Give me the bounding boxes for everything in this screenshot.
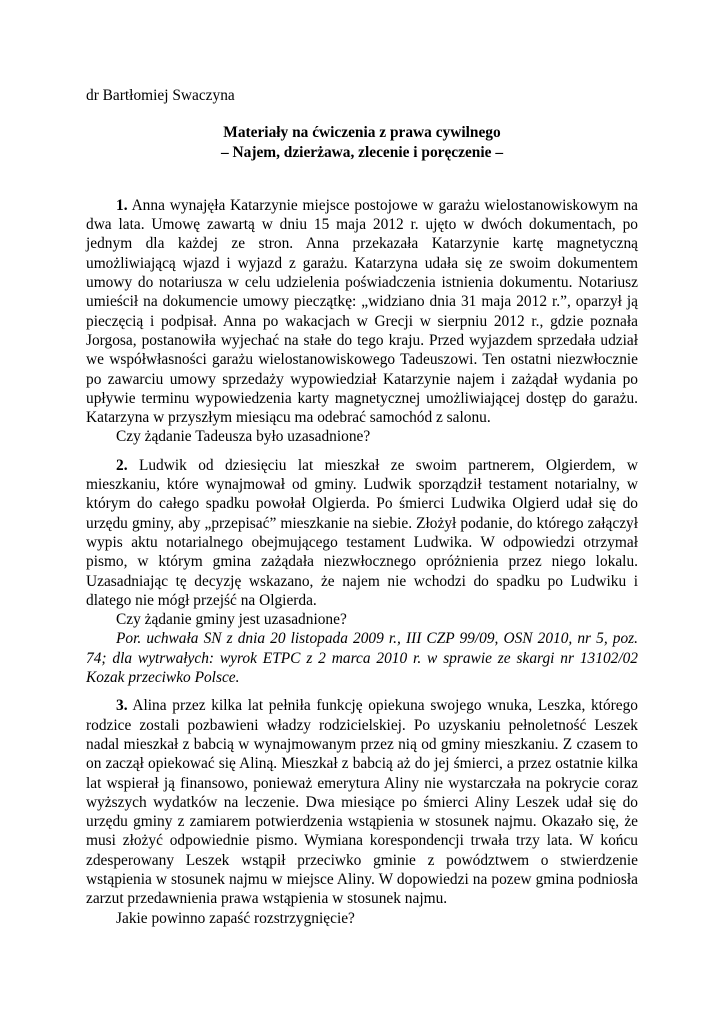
task-2-reference: Por. uchwała SN z dnia 20 listopada 2009 r., III CZP 99/09, OSN 2010, nr 5, poz. 74; dla wytrwałych: wyrok ETPC z 2 marca 2010 r. w sprawie ze skargi nr 13102/02 Kozak przeciwko Polsce. <box>86 630 638 687</box>
task-3-text: Alina przez kilka lat pełniła funkcję opiekuna swojego wnuka, Leszka, którego rodzice zostali pozbawieni władzy rodzicielskiej. Po uzyskaniu pełnoletność Leszek nadal mieszkał z babcią w wynajmowanym przez nią od gminy mieszkaniu. Z czasem to on zaczął opiekować się Aliną. Mieszkał z babcią aż do jej śmierci, a przez ostatnie kilka lat wspierał ją finansowo, ponieważ emerytura Aliny nie wystarczała na pokrycie coraz wyższych wydatków na leczenie. Dwa miesiące po śmierci Aliny Leszek udał się do urzędu gminy z zamiarem potwierdzenia wstąpienia w stosunek najmu. Okazało się, że musi złożyć odpowiednie pismo. Wymiana korespondencji trwała trzy lata. W końcu zdesperowany Leszek wstąpił przeciwko gminie z powództwem o stwierdzenie wstąpienia w stosunek najmu w miejsce Aliny. W dopowiedzi na pozew gmina podniosła zarzut przedawnienia prawa wstąpienia w stosunek najmu. <box>86 697 639 908</box>
task-2-question: Czy żądanie gminy jest uzasadnione? <box>116 611 347 629</box>
task-2-number: 2. <box>116 456 128 474</box>
title-line-1: Materiały na ćwiczenia z prawa cywilnego <box>223 124 501 142</box>
task-3-question: Jakie powinno zapaść rozstrzygnięcie? <box>116 909 355 927</box>
task-1-question: Czy żądanie Tadeusza było uzasadnione? <box>116 428 371 446</box>
document-title <box>86 123 638 162</box>
task-1-body <box>86 196 638 428</box>
title-line-2: – Najem, dzierżawa, zlecenie i poręczenie – <box>220 143 504 161</box>
document-page <box>86 86 638 937</box>
task-3-number: 3. <box>116 697 128 715</box>
task-3-body <box>86 696 638 908</box>
author-name: dr Bartłomiej Swaczyna <box>86 87 235 104</box>
task-1 <box>86 196 638 447</box>
task-1-text: Anna wynajęła Katarzynie miejsce postojowe w garażu wielostanowiskowym na dwa lata. Umowę zawartą w dniu 15 maja 2012 r. ujęto w dwóch dokumentach, po jednym dla każdej ze stron. Anna przekazała Katarzynie kartę magnetyczną umożliwiającą wjazd i wyjazd z garażu. Katarzyna udała się ze swoim dokumentem umowy do notariusza w celu udzielenia poświadczenia istnienia dokumentu. Notariusz umieścił na dokumencie umowy pieczątkę: „widziano dnia 31 maja 2012 r.”, oparzył ją pieczęcią i podpisał. Anna po wakacjach w Grecji w sierpniu 2012 r., gdzie poznała Jorgosa, postanowiła wyjechać na stałe do tego kraju. Przed wyjazdem sprzedała udział we współwłasności garażu wielostanowiskowego Tadeuszowi. Ten ostatni niezwłocznie po zawarciu umowy sprzedaży wypowiedział Katarzynie najem i zażądał wydania po upływie terminu wypowiedzenia karty magnetycznej umożliwiającej dostęp do garażu. Katarzyna w przyszłym miesiącu ma odebrać samochód z salonu. <box>86 196 638 427</box>
task-2 <box>86 456 638 688</box>
task-2-body <box>86 456 638 610</box>
task-1-number: 1. <box>116 196 128 214</box>
task-2-text: Ludwik od dziesięciu lat mieszkał ze swoim partnerem, Olgierdem, w mieszkaniu, które wynajmował od gminy. Ludwik sporządził testament notarialny, w którym do całego spadku powołał Olgierda. Po śmierci Ludwika Olgierd udał się do urzędu gminy, aby „przepisać” mieszkanie na siebie. Złożył podanie, do którego załączył wypis aktu notarialnego obejmującego testament Ludwika. W odpowiedzi otrzymał pismo, w którym gmina zażądała niezwłocznego opróżnienia przez niego lokalu. Uzasadniając tę decyzję wskazano, że najem nie wchodzi do spadku po Ludwiku i dlatego nie mógł przejść na Olgierda. <box>86 456 638 609</box>
task-3 <box>86 696 638 928</box>
